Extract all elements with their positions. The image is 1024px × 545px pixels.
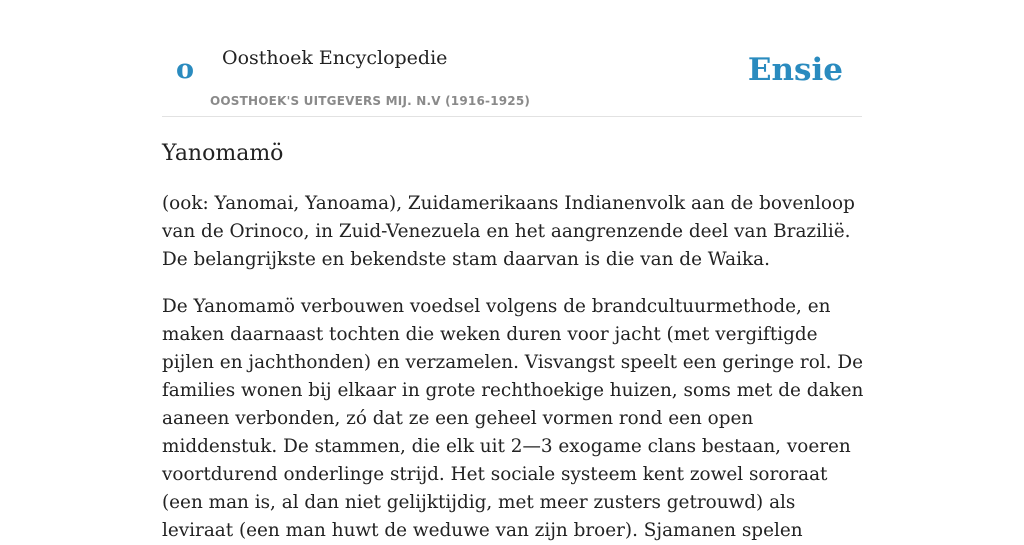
article (162, 138, 867, 545)
publication-title[interactable]: Oosthoek Encyclopedie (222, 47, 448, 69)
publication-logo-icon[interactable]: o (176, 54, 195, 85)
article-paragraph: (ook: Yanomai, Yanoama), Zuidamerikaans Indianenvolk aan de bovenloop van de Orinoco, in Zuid-Venezuela en het aangrenzende deel van Brazilië. De belangrijkste en bekendste stam daarvan is die van de Waika. (162, 193, 855, 270)
site-header (162, 0, 862, 117)
brand-logo-link[interactable]: Ensie (747, 52, 843, 88)
article-paragraph: De Yanomamö verbouwen voedsel volgens de brandcultuurmethode, en maken daarnaast tochten die weken duren voor jacht (met vergiftigde pijlen en jachthonden) en verzamelen. Visvangst speelt een geringe rol. De families wonen bij elkaar in grote rechthoekige huizen, soms met de daken aaneen verbonden, zó dat ze een geheel vormen rond een open middenstuk. De stammen, die elk uit 2—3 exogame clans bestaan, voeren voortdurend onderlinge strijd. Het sociale systeem kent zowel sororaat (een man is, al dan niet gelijktijdig, met meer zusters getrouwd) als leviraat (een man huwt de weduwe van zijn broer). Sjamanen spelen (162, 296, 864, 541)
article-title: Yanomamö (162, 141, 284, 166)
publisher-line: OOSTHOEK'S UITGEVERS MIJ. N.V (1916-1925) (210, 94, 531, 108)
